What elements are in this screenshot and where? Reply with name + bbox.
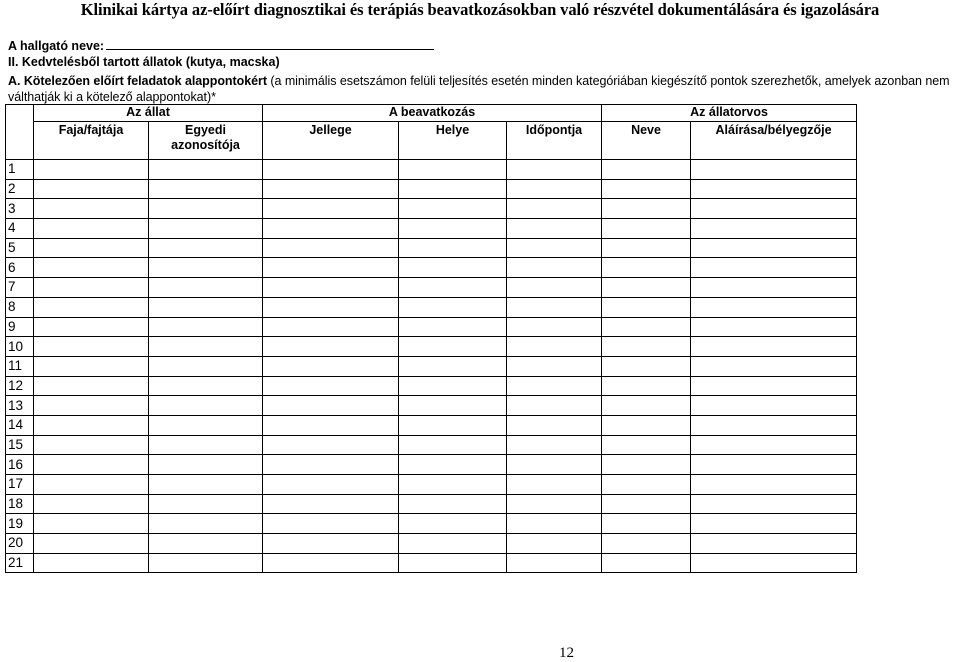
cell-species[interactable]	[34, 376, 149, 396]
cell-signature[interactable]	[691, 534, 857, 554]
cell-nature[interactable]	[263, 415, 399, 435]
cell-nature[interactable]	[263, 297, 399, 317]
cell-time[interactable]	[507, 455, 602, 475]
cell-id[interactable]	[149, 179, 263, 199]
group-header-vet: Az állatorvos	[602, 105, 857, 122]
cell-time[interactable]	[507, 396, 602, 416]
cell-id[interactable]	[149, 317, 263, 337]
cell-signature[interactable]	[691, 317, 857, 337]
cell-nature[interactable]	[263, 494, 399, 514]
table-row	[6, 258, 857, 278]
row-number: 8	[6, 297, 34, 317]
cell-nature[interactable]	[263, 317, 399, 337]
cell-vet-name[interactable]	[602, 258, 691, 278]
cell-species[interactable]	[34, 534, 149, 554]
row-number: 19	[6, 514, 34, 534]
cell-time[interactable]	[507, 238, 602, 258]
cell-signature[interactable]	[691, 337, 857, 357]
column-header-nature: Jellege	[263, 122, 399, 160]
table-row	[6, 317, 857, 337]
cell-nature[interactable]	[263, 179, 399, 199]
cell-vet-name[interactable]	[602, 514, 691, 534]
cell-signature[interactable]	[691, 455, 857, 475]
cell-signature[interactable]	[691, 179, 857, 199]
cell-species[interactable]	[34, 179, 149, 199]
row-number: 14	[6, 415, 34, 435]
cell-time[interactable]	[507, 179, 602, 199]
cell-time[interactable]	[507, 415, 602, 435]
cell-vet-name[interactable]	[602, 494, 691, 514]
cell-place[interactable]	[399, 258, 507, 278]
cell-signature[interactable]	[691, 258, 857, 278]
row-number: 15	[6, 435, 34, 455]
cell-id[interactable]	[149, 337, 263, 357]
cell-nature[interactable]	[263, 435, 399, 455]
cell-place[interactable]	[399, 238, 507, 258]
cell-id[interactable]	[149, 376, 263, 396]
cell-vet-name[interactable]	[602, 297, 691, 317]
cell-signature[interactable]	[691, 514, 857, 534]
row-number: 12	[6, 376, 34, 396]
cell-place[interactable]	[399, 514, 507, 534]
cell-id[interactable]	[149, 356, 263, 376]
procedures-table	[5, 104, 857, 573]
cell-vet-name[interactable]	[602, 317, 691, 337]
cell-id[interactable]	[149, 238, 263, 258]
page-number: 12	[559, 645, 574, 661]
table-row	[6, 376, 857, 396]
table-row	[6, 160, 857, 180]
cell-signature[interactable]	[691, 396, 857, 416]
table-body	[6, 160, 857, 573]
table-group-header-row	[6, 105, 857, 122]
table-row	[6, 278, 857, 298]
cell-nature[interactable]	[263, 475, 399, 495]
cell-nature[interactable]	[263, 337, 399, 357]
group-header-procedure: A beavatkozás	[263, 105, 602, 122]
cell-place[interactable]	[399, 317, 507, 337]
cell-vet-name[interactable]	[602, 278, 691, 298]
cell-time[interactable]	[507, 160, 602, 180]
cell-signature[interactable]	[691, 297, 857, 317]
cell-species[interactable]	[34, 514, 149, 534]
cell-species[interactable]	[34, 219, 149, 239]
column-header-signature: Aláírása/bélyegzője	[691, 122, 857, 160]
student-name-label: A hallgató neve:	[8, 39, 105, 53]
cell-vet-name[interactable]	[602, 337, 691, 357]
row-number: 9	[6, 317, 34, 337]
cell-nature[interactable]	[263, 356, 399, 376]
cell-nature[interactable]	[263, 553, 399, 573]
cell-place[interactable]	[399, 297, 507, 317]
number-column-header-cont	[6, 122, 34, 160]
cell-signature[interactable]	[691, 160, 857, 180]
cell-vet-name[interactable]	[602, 179, 691, 199]
cell-time[interactable]	[507, 376, 602, 396]
cell-place[interactable]	[399, 534, 507, 554]
row-number: 13	[6, 396, 34, 416]
table-row	[6, 396, 857, 416]
cell-id[interactable]	[149, 297, 263, 317]
cell-species[interactable]	[34, 553, 149, 573]
cell-species[interactable]	[34, 356, 149, 376]
cell-place[interactable]	[399, 179, 507, 199]
cell-time[interactable]	[507, 514, 602, 534]
cell-vet-name[interactable]	[602, 356, 691, 376]
table-row	[6, 297, 857, 317]
cell-id[interactable]	[149, 396, 263, 416]
cell-time[interactable]	[507, 494, 602, 514]
cell-time[interactable]	[507, 317, 602, 337]
cell-time[interactable]	[507, 435, 602, 455]
cell-id[interactable]	[149, 219, 263, 239]
cell-nature[interactable]	[263, 396, 399, 416]
cell-species[interactable]	[34, 494, 149, 514]
cell-id[interactable]	[149, 258, 263, 278]
cell-vet-name[interactable]	[602, 455, 691, 475]
row-number: 2	[6, 179, 34, 199]
student-name-blank	[106, 38, 434, 50]
cell-signature[interactable]	[691, 219, 857, 239]
requirements-note: (a minimális esetszámon felüli teljesítés esetén minden kategóriában kiegészítő pontok szerezhetők, amelyek azonban nem válthatják ki a kötelező alappontokat)*	[8, 74, 950, 104]
table-row	[6, 553, 857, 573]
row-number: 5	[6, 238, 34, 258]
cell-id[interactable]	[149, 553, 263, 573]
cell-nature[interactable]	[263, 534, 399, 554]
cell-vet-name[interactable]	[602, 199, 691, 219]
cell-signature[interactable]	[691, 356, 857, 376]
cell-signature[interactable]	[691, 475, 857, 495]
cell-nature[interactable]	[263, 278, 399, 298]
cell-signature[interactable]	[691, 494, 857, 514]
column-header-vet-name: Neve	[602, 122, 691, 160]
cell-signature[interactable]	[691, 435, 857, 455]
cell-place[interactable]	[399, 415, 507, 435]
row-number: 1	[6, 160, 34, 180]
cell-time[interactable]	[507, 475, 602, 495]
cell-species[interactable]	[34, 238, 149, 258]
table-column-header-row	[6, 122, 857, 160]
cell-signature[interactable]	[691, 199, 857, 219]
cell-time[interactable]	[507, 356, 602, 376]
cell-id[interactable]	[149, 278, 263, 298]
row-number: 11	[6, 356, 34, 376]
cell-time[interactable]	[507, 534, 602, 554]
table-row	[6, 494, 857, 514]
number-column-header	[6, 105, 34, 122]
row-number: 7	[6, 278, 34, 298]
cell-vet-name[interactable]	[602, 376, 691, 396]
row-number: 4	[6, 219, 34, 239]
cell-species[interactable]	[34, 396, 149, 416]
row-number: 16	[6, 455, 34, 475]
cell-vet-name[interactable]	[602, 475, 691, 495]
cell-species[interactable]	[34, 297, 149, 317]
cell-nature[interactable]	[263, 199, 399, 219]
table-row	[6, 534, 857, 554]
cell-time[interactable]	[507, 297, 602, 317]
cell-signature[interactable]	[691, 553, 857, 573]
cell-species[interactable]	[34, 278, 149, 298]
student-name-line	[8, 38, 434, 54]
row-number: 10	[6, 337, 34, 357]
cell-id[interactable]	[149, 455, 263, 475]
column-header-species: Faja/fajtája	[34, 122, 149, 160]
cell-signature[interactable]	[691, 238, 857, 258]
row-number: 18	[6, 494, 34, 514]
cell-vet-name[interactable]	[602, 396, 691, 416]
cell-nature[interactable]	[263, 376, 399, 396]
table-row	[6, 514, 857, 534]
column-header-time: Időpontja	[507, 122, 602, 160]
cell-nature[interactable]	[263, 238, 399, 258]
cell-place[interactable]	[399, 475, 507, 495]
table-row	[6, 219, 857, 239]
cell-id[interactable]	[149, 475, 263, 495]
cell-vet-name[interactable]	[602, 534, 691, 554]
cell-place[interactable]	[399, 494, 507, 514]
row-number: 6	[6, 258, 34, 278]
cell-place[interactable]	[399, 278, 507, 298]
cell-vet-name[interactable]	[602, 435, 691, 455]
table-row	[6, 337, 857, 357]
row-number: 21	[6, 553, 34, 573]
cell-nature[interactable]	[263, 219, 399, 239]
requirements-paragraph	[8, 73, 960, 105]
table-row	[6, 475, 857, 495]
cell-place[interactable]	[399, 199, 507, 219]
cell-id[interactable]	[149, 435, 263, 455]
cell-id[interactable]	[149, 160, 263, 180]
cell-species[interactable]	[34, 199, 149, 219]
column-header-place: Helye	[399, 122, 507, 160]
cell-id[interactable]	[149, 514, 263, 534]
cell-nature[interactable]	[263, 160, 399, 180]
cell-time[interactable]	[507, 553, 602, 573]
cell-place[interactable]	[399, 435, 507, 455]
cell-vet-name[interactable]	[602, 238, 691, 258]
table-row	[6, 455, 857, 475]
cell-species[interactable]	[34, 160, 149, 180]
cell-place[interactable]	[399, 396, 507, 416]
cell-nature[interactable]	[263, 258, 399, 278]
cell-species[interactable]	[34, 455, 149, 475]
table-row	[6, 179, 857, 199]
cell-nature[interactable]	[263, 455, 399, 475]
cell-vet-name[interactable]	[602, 219, 691, 239]
group-header-animal: Az állat	[34, 105, 263, 122]
cell-place[interactable]	[399, 455, 507, 475]
cell-signature[interactable]	[691, 376, 857, 396]
cell-id[interactable]	[149, 494, 263, 514]
cell-place[interactable]	[399, 337, 507, 357]
cell-time[interactable]	[507, 258, 602, 278]
section-title: II. Kedvtelésből tartott állatok (kutya, macska)	[8, 55, 280, 69]
cell-time[interactable]	[507, 199, 602, 219]
cell-place[interactable]	[399, 219, 507, 239]
table-row	[6, 356, 857, 376]
cell-place[interactable]	[399, 553, 507, 573]
table-row	[6, 238, 857, 258]
cell-id[interactable]	[149, 199, 263, 219]
table-row	[6, 199, 857, 219]
cell-place[interactable]	[399, 160, 507, 180]
cell-species[interactable]	[34, 337, 149, 357]
cell-species[interactable]	[34, 415, 149, 435]
column-header-id: Egyedi azonosítója	[149, 122, 263, 160]
cell-id[interactable]	[149, 415, 263, 435]
cell-species[interactable]	[34, 258, 149, 278]
table-row	[6, 415, 857, 435]
cell-place[interactable]	[399, 356, 507, 376]
requirements-heading: A. Kötelezően előírt feladatok alappontokért	[8, 74, 267, 88]
cell-species[interactable]	[34, 435, 149, 455]
cell-vet-name[interactable]	[602, 553, 691, 573]
row-number: 3	[6, 199, 34, 219]
cell-species[interactable]	[34, 317, 149, 337]
row-number: 20	[6, 534, 34, 554]
cell-species[interactable]	[34, 475, 149, 495]
table-row	[6, 435, 857, 455]
cell-time[interactable]	[507, 278, 602, 298]
cell-signature[interactable]	[691, 278, 857, 298]
document-title: Klinikai kártya az-előírt diagnosztikai és terápiás beavatkozásokban való részvétel dokumentálására és igazolására	[80, 0, 880, 19]
cell-time[interactable]	[507, 337, 602, 357]
row-number: 17	[6, 475, 34, 495]
cell-signature[interactable]	[691, 415, 857, 435]
cell-id[interactable]	[149, 534, 263, 554]
cell-nature[interactable]	[263, 514, 399, 534]
cell-vet-name[interactable]	[602, 160, 691, 180]
cell-time[interactable]	[507, 219, 602, 239]
cell-place[interactable]	[399, 376, 507, 396]
cell-vet-name[interactable]	[602, 415, 691, 435]
